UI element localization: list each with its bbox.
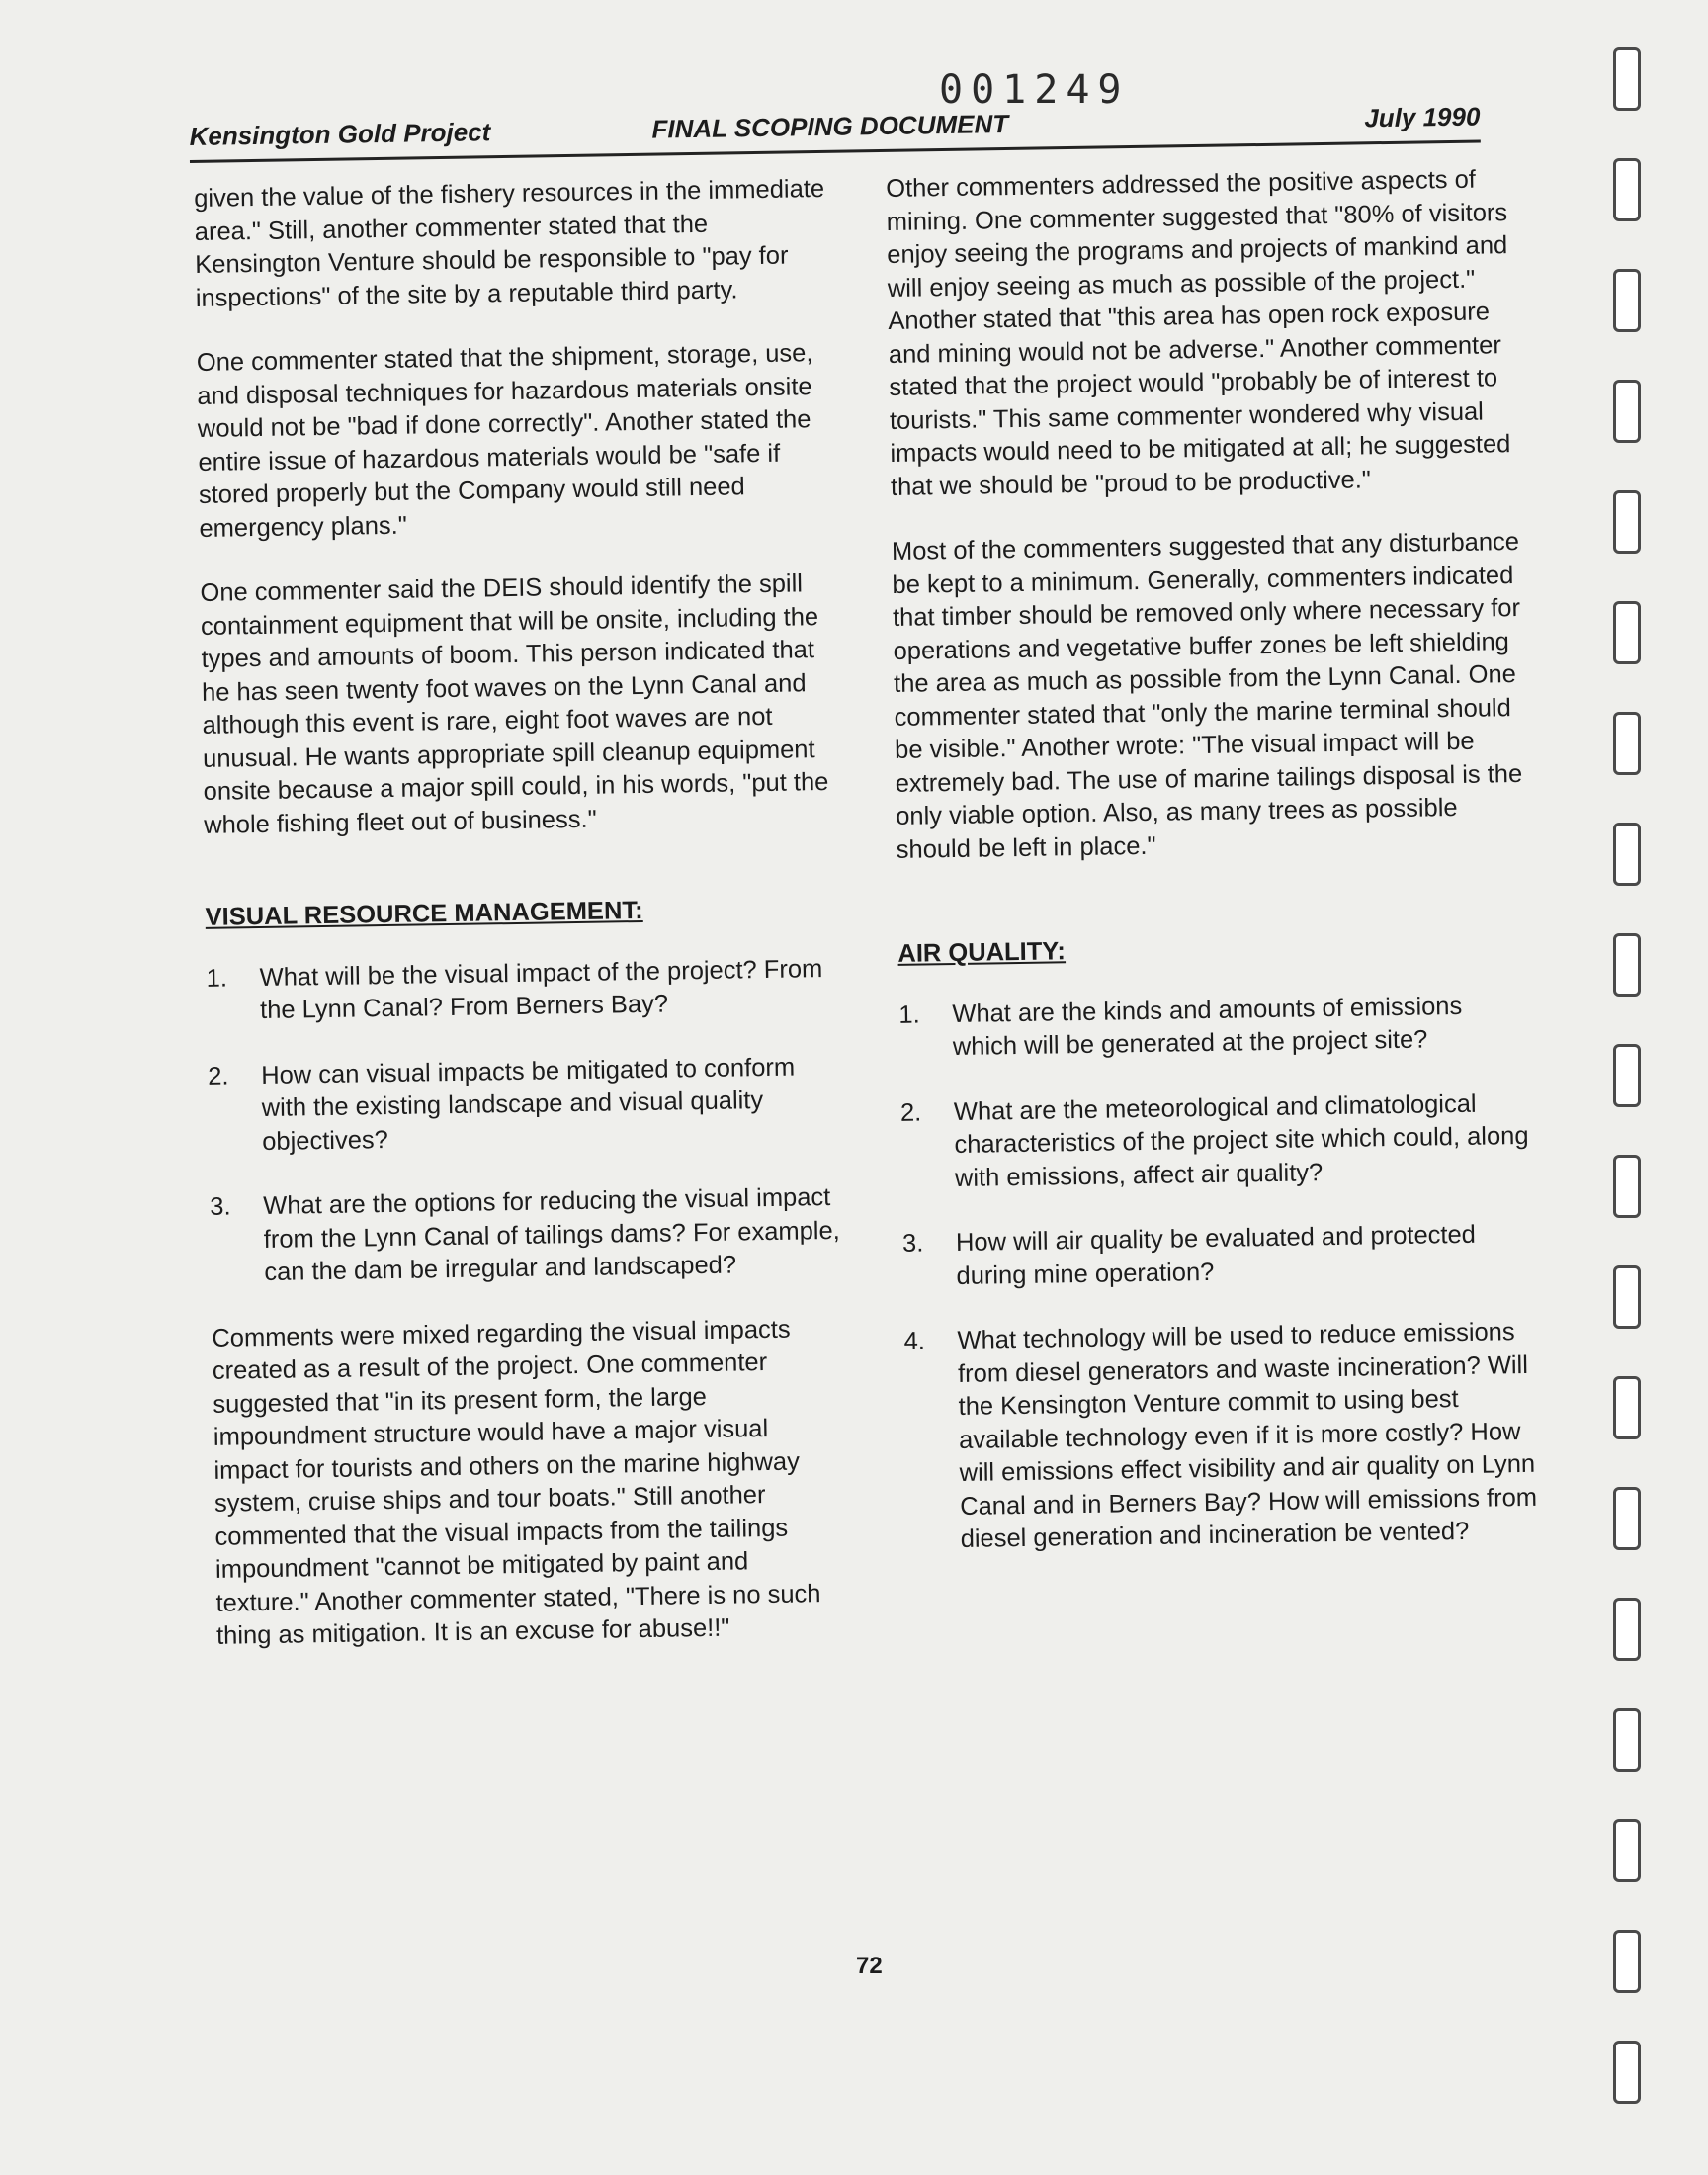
paragraph: One commenter said the DEIS should identify the spill containment equipment that will be onsite, including the types and amounts of boom. This person indicated that he has seen twenty foot waves on the Lynn Canal and although this event is rare, eight foot waves are not unusual. He wants appropriate spill cleanup equipment onsite because a major spill could, in his words, "put the whole fishing fleet out of business.": [200, 569, 829, 839]
paragraph: given the value of the fishery resources in the immediate area." Still, another commenter stated that the Kensington Venture should be responsible to "pay for inspections" of the site by a reputable third party.: [194, 174, 825, 312]
binder-hole: [1613, 47, 1641, 111]
binder-holes: [1613, 0, 1653, 2175]
header-document-title: FINAL SCOPING DOCUMENT: [651, 108, 1009, 144]
question-item: [210, 1181, 843, 1291]
question-text: How can visual impacts be mitigated to conform with the existing landscape and visual quality objectives?: [260, 1053, 796, 1156]
binder-hole: [1613, 1044, 1641, 1107]
question-text: What are the meteorological and climatological characteristics of the project site which could, along with emissions, affect air quality?: [953, 1089, 1529, 1192]
page-header: [189, 78, 1481, 163]
question-number: 1.: [206, 964, 228, 993]
question-item: [208, 1050, 841, 1160]
question-text: What will be the visual impact of the project? From the Lynn Canal? From Berners Bay?: [259, 954, 823, 1025]
question-number: 2.: [899, 1098, 922, 1127]
binder-hole: [1613, 1155, 1641, 1218]
binder-hole: [1613, 490, 1641, 554]
section-heading-visual-resource: VISUAL RESOURCE MANAGEMENT:: [205, 896, 643, 931]
binder-hole: [1613, 1376, 1641, 1439]
binder-hole: [1613, 1819, 1641, 1882]
binder-hole: [1613, 2041, 1641, 2104]
right-column: [886, 163, 1540, 1589]
paragraph: Other commenters addressed the positive aspects of mining. One commenter suggested that "80% of visitors enjoy seeing the programs and projects of mankind and will enjoy seeing as much as possible of the project." Another stated that "this area has open rock exposure and mining would not be adverse." Another commenter stated that the project would "probably be of interest to tourists." This same commenter wondered why visual impacts would need to be mitigated at all; he suggested that we should be "proud to be productive.": [886, 165, 1511, 501]
header-project-name: Kensington Gold Project: [189, 117, 491, 152]
question-text: What are the kinds and amounts of emissions which will be generated at the project site?: [952, 992, 1463, 1062]
section-heading-air-quality: AIR QUALITY:: [897, 937, 1067, 968]
binder-hole: [1613, 933, 1641, 997]
question-item: [900, 1087, 1534, 1196]
question-text: How will air quality be evaluated and protected during mine operation?: [955, 1220, 1477, 1290]
question-number: 1.: [898, 1000, 920, 1029]
question-item: [206, 952, 839, 1028]
question-item: [903, 1316, 1540, 1558]
binder-hole: [1613, 1598, 1641, 1661]
binder-hole: [1613, 823, 1641, 886]
question-text: What are the options for reducing the visual impact from the Lynn Canal of tailings dams? For example, can the dam be irregular and landscaped?: [263, 1183, 840, 1287]
question-number: 2.: [207, 1062, 229, 1090]
question-item: [898, 989, 1532, 1065]
paragraph: Most of the commenters suggested that any disturbance be kept to a minimum. Generally, commenters indicated that timber should be removed only where necessary for operations and vegetative buffer zones be left shielding the area as much as possible from the Lynn Canal. One commenter stated that "only the marine terminal should be visible." Another wrote: "The visual impact will be extremely bad. The use of marine tailings disposal is the only viable option. Also, as many trees as possible should be left in place.": [891, 527, 1523, 864]
binder-hole: [1613, 1930, 1641, 1993]
paragraph: One commenter stated that the shipment, storage, use, and disposal techniques for hazardous materials onsite would not be "bad if done correctly". Another stated the entire issue of hazardous materials would be "safe if stored properly but the Company would still need emergency plans.": [196, 339, 813, 543]
bates-stamp-number: 001249: [939, 67, 1130, 113]
question-number: 3.: [901, 1229, 924, 1258]
left-column: [194, 173, 850, 1685]
header-date: July 1990: [1364, 101, 1481, 133]
question-number: 4.: [903, 1327, 926, 1355]
question-number: 3.: [210, 1192, 231, 1221]
binder-hole: [1613, 1487, 1641, 1550]
binder-hole: [1613, 712, 1641, 775]
binder-hole: [1613, 601, 1641, 664]
question-item: [902, 1218, 1536, 1294]
binder-hole: [1613, 380, 1641, 443]
page-number: 72: [856, 1953, 883, 1979]
binder-hole: [1613, 269, 1641, 332]
binder-hole: [1613, 1708, 1641, 1772]
question-text: What technology will be used to reduce emissions from diesel generators and waste incineration? Will the Kensington Venture commit to using best available technology even if it is more costly? How will emissions effect visibility and air quality on Lynn Canal and in Berners Bay? How will emissions from diesel generation and incineration be vented?: [957, 1318, 1538, 1553]
paragraph: Comments were mixed regarding the visual impacts created as a result of the project. One commenter suggested that "in its present form, the large impoundment structure would have a major visual impact for tourists and others on the marine highway system, cruise ships and tour boats." Still another commented that the visual impacts from the tailings impoundment "cannot be mitigated by paint and texture." Another commenter stated, "There is no such thing as mitigation. It is an excuse for abuse!!": [212, 1315, 821, 1650]
binder-hole: [1613, 1265, 1641, 1329]
binder-hole: [1613, 158, 1641, 221]
